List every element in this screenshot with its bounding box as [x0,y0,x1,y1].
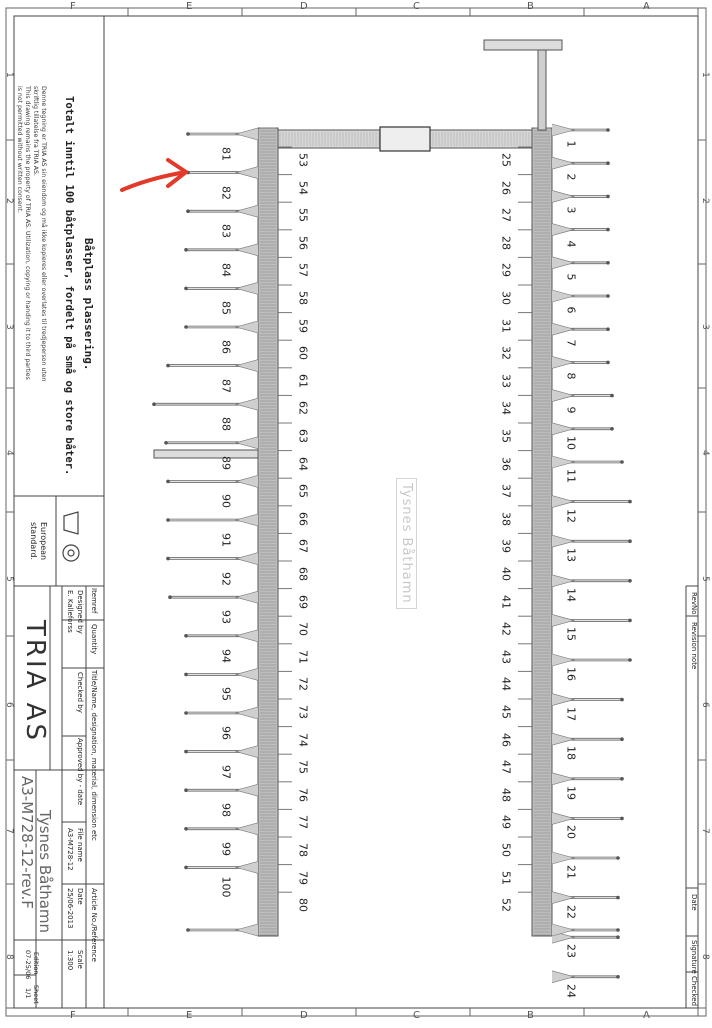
project-name: Tysnes Båthamn [36,810,54,934]
right-outer-finger-22-bracket [552,892,574,904]
right-outer-berth-3: 3 [564,206,578,214]
left-inner-berth-75: 75 [296,760,310,775]
left-outer-finger-92-bracket [236,553,258,565]
left-outer-finger-96-tip [184,711,188,715]
right-outer-finger-end-tip [616,928,620,932]
left-outer-finger-87-bracket [236,360,258,372]
left-outer-finger-81-bracket [236,128,258,140]
right-inner-berth-29: 29 [499,263,513,278]
grid-number-right-2: 2 [700,198,710,204]
right-outer-finger-2-bracket [552,157,574,169]
scale-value: 1:300 [66,950,74,971]
right-inner-berth-37: 37 [499,484,513,499]
legal-note-line-2: skriftlig tillatelse fra TRIA AS. [32,86,39,176]
right-inner-berth-25: 25 [499,153,513,167]
right-outer-finger-7-tip [606,327,610,331]
right-inner-berth-48: 48 [499,787,513,802]
left-outer-finger-94-tip [184,634,188,638]
right-inner-berth-35: 35 [499,429,513,443]
right-outer-finger-1-bracket [552,124,574,136]
grid-letter-bottom-f: F [70,1010,76,1021]
right-inner-berth-30: 30 [499,291,513,305]
right-outer-berth-18: 18 [564,746,578,761]
left-outer-berth-96: 96 [219,726,233,740]
grid-number-left-5: 5 [4,576,14,582]
left-outer-berth-90: 90 [219,494,233,509]
right-outer-berth-8: 8 [564,372,578,380]
right-inner-berth-40: 40 [499,567,513,581]
right-outer-finger-3-tip [606,195,610,199]
grid-number-left-2: 2 [4,198,14,204]
left-outer-finger-95-bracket [236,668,258,680]
left-inner-berth-80: 80 [296,898,310,913]
right-inner-berth-44: 44 [499,677,513,692]
right-outer-berth-23: 23 [564,944,578,959]
left-outer-berth-83: 83 [219,224,233,239]
right-outer-finger-3-bracket [552,190,574,202]
left-inner-berth-78: 78 [296,843,310,857]
date-label: Date [76,888,84,905]
grid-letter-bottom-e: E [186,1010,193,1021]
left-outer-finger-94-bracket [236,630,258,642]
grid-number-left-4: 4 [4,450,14,456]
left-inner-berth-76: 76 [296,787,310,802]
right-inner-berth-28: 28 [499,235,513,250]
right-inner-berth-39: 39 [499,539,513,554]
left-outer-berth-84: 84 [219,262,233,277]
right-outer-berth-9: 9 [564,406,578,414]
left-inner-berth-69: 69 [296,594,310,609]
left-inner-berth-60: 60 [296,346,310,361]
legal-note-line-3: This drawing remains the property of TRIA AS. Utilization, copying or handing it to third parties [24,86,31,380]
left-outer-finger-100-bracket [236,861,258,873]
right-outer-berth-22: 22 [564,904,578,919]
left-outer-finger-87-tip [166,364,170,368]
left-outer-berth-89: 89 [219,455,233,470]
left-outer-finger-98-tip [184,788,188,792]
checked-by-label: Checked by [76,672,84,713]
left-inner-berth-74: 74 [296,732,310,747]
left-outer-berth-87: 87 [219,378,233,393]
left-outer-finger-100-tip [184,866,188,870]
left-outer-finger-end-bracket [236,924,258,936]
walkway-gangway [380,127,430,151]
right-inner-berth-32: 32 [499,346,513,361]
left-inner-berth-65: 65 [296,484,310,499]
shore-bridge [538,50,546,130]
left-inner-berth-72: 72 [296,677,310,692]
right-inner-berth-34: 34 [499,401,513,416]
left-outer-finger-92-tip [166,557,170,561]
left-outer-finger-81-tip [186,132,190,136]
right-outer-finger-9-bracket [552,390,574,402]
right-outer-finger-11-tip [620,460,624,464]
left-outer-finger-84-tip [184,248,188,252]
right-outer-finger-14-tip [628,579,632,583]
right-outer-berth-2: 2 [564,173,578,181]
left-inner-berth-62: 62 [296,401,310,416]
right-inner-berth-47: 47 [499,760,513,775]
right-outer-berth-6: 6 [564,306,578,314]
right-outer-berth-7: 7 [564,339,578,347]
left-inner-berth-67: 67 [296,539,310,554]
grid-letter-bottom-a: A [643,1010,650,1021]
left-outer-berth-93: 93 [219,610,233,625]
title-name-label: Title/Name, designation, material, dimension etc [90,670,98,841]
grid-letter-top-b: B [527,1,534,12]
projection-symbol-circle-inner [68,550,74,556]
right-outer-berth-5: 5 [564,273,578,281]
right-outer-finger-2-tip [606,161,610,165]
grid-letter-bottom-c: C [413,1010,420,1021]
left-outer-finger-83-tip [186,209,190,213]
right-outer-berth-21: 21 [564,865,578,879]
legal-note-line-1: Denne tegning er TRIA AS sin eiendom og må ikke kopieres eller overlates til tredjeperson uten [40,86,47,382]
left-inner-berth-54: 54 [296,180,310,195]
file-name-label: File name [76,828,84,862]
right-outer-finger-18-bracket [552,733,574,745]
left-outer-finger-99-tip [184,827,188,831]
left-outer-finger-97-tip [184,750,188,754]
right-outer-finger-19-tip [620,777,624,781]
revision-col-signature: Signature [690,940,698,974]
right-outer-finger-24-bracket [552,971,574,983]
drawing-number: A3-M728-12-rev.F [18,776,36,909]
right-outer-finger-16-tip [628,658,632,662]
revision-col-checked: Checked [690,976,698,1007]
left-outer-finger-89-tip [164,441,168,445]
grid-number-right-1: 1 [700,72,710,78]
left-outer-berth-100: 100 [219,876,233,898]
left-outer-berth-94: 94 [219,648,233,663]
right-outer-finger-6-bracket [552,290,574,302]
left-inner-berth-64: 64 [296,456,310,471]
left-outer-finger-97-bracket [236,746,258,758]
projection-symbol-circle-outer [63,545,79,561]
left-outer-berth-91: 91 [219,533,233,547]
right-outer-finger-10-tip [610,427,614,431]
right-inner-berth-27: 27 [499,208,513,223]
right-outer-finger-10-bracket [552,423,574,435]
left-outer-finger-91-tip [166,518,170,522]
grid-number-right-8: 8 [700,954,710,960]
right-outer-finger-5-tip [606,261,610,265]
right-outer-finger-17-tip [620,698,624,702]
right-outer-berth-12: 12 [564,508,578,523]
left-outer-berth-97: 97 [219,764,233,779]
date-value: 25/06-2013 [66,888,74,929]
right-outer-finger-20-tip [620,817,624,821]
left-outer-finger-99-bracket [236,823,258,835]
right-outer-finger-22-tip [616,896,620,900]
grid-number-left-6: 6 [4,702,14,708]
left-inner-berth-66: 66 [296,511,310,526]
right-inner-berth-38: 38 [499,511,513,526]
right-outer-berth-19: 19 [564,785,578,800]
legal-note-line-4: is not permitted without written consent. [16,86,23,214]
right-outer-finger-13-tip [628,539,632,543]
scale-label: Scale [76,950,84,969]
right-outer-finger-21-bracket [552,852,574,864]
revision-col-note: Revision note [690,622,698,670]
left-outer-finger-89-bracket [236,437,258,449]
left-inner-berth-77: 77 [296,815,310,830]
left-outer-berth-85: 85 [219,301,233,316]
grid-number-right-3: 3 [700,324,710,330]
right-outer-finger-19-bracket [552,773,574,785]
right-outer-finger-4-bracket [552,224,574,236]
right-outer-finger-20-bracket [552,812,574,824]
edition-value: 07-25/06 [24,950,32,980]
right-inner-berth-51: 51 [499,870,513,885]
left-inner-berth-79: 79 [296,870,310,885]
left-outer-finger-95-tip [184,673,188,677]
left-outer-berth-92: 92 [219,571,233,586]
left-outer-berth-88: 88 [219,417,233,432]
grid-letter-bottom-d: D [300,1010,308,1021]
left-inner-berth-56: 56 [296,235,310,250]
designed-by-label: Designed by [76,590,84,634]
right-inner-berth-46: 46 [499,732,513,747]
grid-letter-top-c: C [413,1,420,12]
grid-number-left-3: 3 [4,324,14,330]
left-inner-berth-59: 59 [296,318,310,333]
right-outer-finger-8-bracket [552,356,574,368]
grid-letter-bottom-b: B [527,1010,534,1021]
revision-col-revno: RevNo [690,592,698,615]
right-outer-finger-24-tip [616,975,620,979]
right-outer-berth-11: 11 [564,469,578,483]
left-inner-berth-73: 73 [296,705,310,719]
left-inner-berth-61: 61 [296,373,310,388]
left-outer-finger-93-tip [168,595,172,599]
left-outer-berth-98: 98 [219,803,233,818]
right-outer-finger-13-bracket [552,535,574,547]
grid-number-right-6: 6 [700,702,710,708]
right-inner-berth-42: 42 [499,622,513,637]
left-outer-finger-86-tip [184,325,188,329]
quantity-label: Quantity [90,624,98,655]
grid-number-right-5: 5 [700,576,710,582]
right-outer-berth-4: 4 [564,240,578,248]
standard-label: European standard. [29,522,48,561]
left-inner-berth-53: 53 [296,153,310,167]
right-outer-berth-17: 17 [564,706,578,721]
left-outer-berth-95: 95 [219,687,233,702]
sheet-label: Sheet [32,985,40,1004]
outer-frame [6,8,706,1016]
right-outer-finger-9-tip [610,394,614,398]
grid-number-left-1: 1 [4,72,14,78]
left-outer-finger-93-bracket [236,591,258,603]
left-outer-berth-82: 82 [219,185,233,200]
shore-landing [484,40,562,50]
right-outer-berth-1: 1 [564,140,578,148]
left-outer-finger-91-bracket [236,514,258,526]
right-outer-finger-15-bracket [552,614,574,626]
left-outer-berth-99: 99 [219,841,233,856]
left-outer-finger-96-bracket [236,707,258,719]
right-outer-finger-1-tip [606,128,610,132]
grid-letter-top-f: F [70,1,76,12]
left-inner-berth-63: 63 [296,429,310,443]
left-outer-finger-88-bracket [236,398,258,410]
left-inner-berth-57: 57 [296,263,310,278]
right-outer-berth-13: 13 [564,548,578,563]
right-outer-finger-8-tip [606,361,610,365]
right-inner-berth-36: 36 [499,456,513,471]
grid-letter-top-a: A [643,1,650,12]
projection-symbol-trapezoid [64,512,78,534]
right-outer-finger-14-bracket [552,575,574,587]
right-outer-finger-12-bracket [552,496,574,508]
right-outer-finger-18-tip [620,737,624,741]
left-outer-finger-86-bracket [236,321,258,333]
right-outer-berth-24: 24 [564,983,578,998]
grid-number-right-4: 4 [700,450,710,456]
right-outer-finger-12-tip [628,500,632,504]
right-outer-finger-21-tip [616,856,620,860]
right-outer-finger-7-bracket [552,323,574,335]
right-inner-berth-45: 45 [499,705,513,719]
edition-label: Edition [32,952,40,975]
grid-number-left-8: 8 [4,954,14,960]
grid-ticks [6,8,706,1016]
right-inner-berth-26: 26 [499,180,513,195]
left-outer-finger-end-tip [186,928,190,932]
left-outer-berth-86: 86 [219,340,233,354]
right-inner-berth-49: 49 [499,815,513,830]
company-name: TRIA AS [20,620,50,743]
right-outer-berth-20: 20 [564,825,578,840]
left-outer-berth-81: 81 [219,147,233,161]
drawing-title: Båtplass plassering. [82,238,95,371]
itemref-label: Itemref [90,588,98,614]
left-outer-finger-85-tip [184,287,188,291]
right-inner-berth-33: 33 [499,373,513,388]
file-name-value: A3-M728-12 [66,828,74,871]
left-inner-berth-68: 68 [296,567,310,581]
right-inner-berth-50: 50 [499,843,513,857]
grid-letter-top-d: D [300,1,308,12]
right-inner-berth-43: 43 [499,649,513,664]
right-outer-finger-16-bracket [552,654,574,666]
grid-number-left-7: 7 [4,828,14,834]
designed-by-value: E. Kalleforss [66,590,74,633]
right-outer-finger-17-bracket [552,694,574,706]
right-inner-berth-52: 52 [499,898,513,913]
grid-number-right-7: 7 [700,828,710,834]
left-outer-finger-90-tip [166,480,170,484]
left-outer-finger-88-tip [152,402,156,406]
left-inner-berth-71: 71 [296,649,310,664]
left-outer-finger-83-bracket [236,205,258,217]
left-inner-berth-58: 58 [296,291,310,305]
approved-by-label: Approved by - date [76,738,84,806]
long-finger-88 [154,450,258,458]
revision-col-date: Date [690,894,698,911]
left-inner-berth-55: 55 [296,208,310,223]
right-outer-finger-11-bracket [552,456,574,468]
article-label: Article No./Reference [90,888,98,962]
right-outer-finger-5-bracket [552,257,574,269]
right-inner-berth-31: 31 [499,318,513,333]
sheet-value: 1/1 [24,988,32,999]
right-inner-berth-41: 41 [499,594,513,609]
right-outer-finger-4-tip [606,228,610,232]
right-outer-finger-23-tip [616,935,620,939]
right-outer-berth-16: 16 [564,667,578,681]
watermark: Tysnes Båthamn [396,478,417,609]
drawing-subtitle: Totalt inntil 100 båtplasser, fordelt på små og store båter. [63,96,75,476]
right-outer-finger-6-tip [606,294,610,298]
left-outer-finger-98-bracket [236,784,258,796]
right-outer-finger-15-tip [628,619,632,623]
right-outer-berth-10: 10 [564,435,578,450]
left-outer-finger-90-bracket [236,475,258,487]
left-outer-finger-84-bracket [236,244,258,256]
left-inner-berth-70: 70 [296,622,310,637]
grid-letter-top-e: E [186,1,193,12]
right-outer-berth-15: 15 [564,627,578,642]
left-outer-finger-82-bracket [236,167,258,179]
left-outer-finger-85-bracket [236,282,258,294]
right-outer-berth-14: 14 [564,587,578,602]
